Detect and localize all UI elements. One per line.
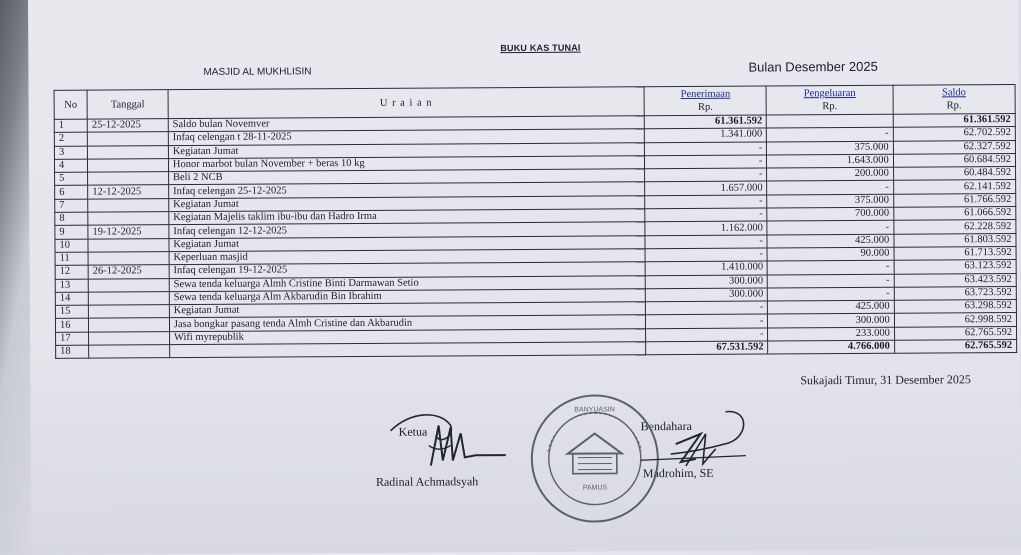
document-title: BUKU KAS TUNAI bbox=[500, 42, 581, 54]
svg-text:BANYUASIN: BANYUASIN bbox=[574, 406, 615, 414]
row-expense: - bbox=[767, 181, 893, 195]
row-date bbox=[87, 132, 168, 146]
totals-expense: 4.766.000 bbox=[768, 340, 894, 354]
row-balance: 60.684.592 bbox=[893, 153, 1015, 167]
row-date: 19-12-2025 bbox=[88, 225, 169, 239]
row-expense: - bbox=[767, 128, 893, 142]
header-balance bbox=[893, 84, 1015, 114]
row-income: - bbox=[645, 168, 767, 182]
row-date bbox=[88, 172, 169, 186]
row-no: 10 bbox=[55, 239, 88, 252]
row-expense bbox=[767, 114, 893, 128]
row-expense: 425.000 bbox=[768, 300, 894, 314]
row-description: Sewa tenda keluarga Alm Akbarudin Bin Ibrahim bbox=[169, 289, 645, 305]
row-date: 25-12-2025 bbox=[87, 119, 168, 133]
row-no: 17 bbox=[56, 332, 89, 345]
row-balance: 62.327.592 bbox=[893, 140, 1015, 154]
row-description: Honor marbot bulan November + beras 10 kg bbox=[168, 156, 644, 172]
row-expense: - bbox=[768, 274, 894, 288]
totals-balance: 62.765.592 bbox=[894, 340, 1016, 354]
row-date bbox=[89, 318, 170, 332]
row-income: 300.000 bbox=[646, 288, 768, 302]
row-expense: 90.000 bbox=[767, 247, 893, 261]
row-date bbox=[89, 331, 170, 345]
header-balance-label: Saldo bbox=[941, 87, 966, 99]
row-balance: 63.298.592 bbox=[894, 300, 1016, 314]
row-description: Beli 2 NCB bbox=[168, 169, 644, 185]
row-balance: 63.423.592 bbox=[894, 273, 1016, 287]
row-date bbox=[88, 159, 169, 173]
row-expense: 375.000 bbox=[767, 194, 893, 208]
row-expense: 233.000 bbox=[768, 327, 894, 341]
row-income: - bbox=[645, 208, 767, 222]
chair-title: Ketua bbox=[398, 424, 428, 439]
row-balance: 62.998.592 bbox=[894, 313, 1016, 327]
row-income: - bbox=[645, 235, 767, 249]
row-no: 3 bbox=[54, 146, 87, 159]
header-description-label: U r a i a n bbox=[379, 97, 433, 109]
row-date bbox=[88, 238, 169, 252]
header-no: No bbox=[54, 90, 87, 119]
row-description: Jasa bongkar pasang tenda Almh Cristine dan Akbarudin bbox=[169, 315, 645, 331]
row-income: 300.000 bbox=[645, 275, 767, 289]
row-date bbox=[88, 252, 169, 266]
row-balance: 61.361.592 bbox=[893, 113, 1015, 127]
row-income: - bbox=[645, 248, 767, 262]
header-description bbox=[168, 87, 645, 119]
ledger-body bbox=[54, 113, 1016, 358]
row-description: Keperluan masjid bbox=[169, 249, 645, 265]
row-date bbox=[88, 278, 169, 292]
row-no: 9 bbox=[55, 226, 88, 239]
organization-name: MASJID AL MUKHLISIN bbox=[203, 66, 312, 78]
row-income: 1.341.000 bbox=[645, 128, 767, 142]
document-page bbox=[28, 0, 1021, 555]
row-expense: - bbox=[767, 221, 893, 235]
row-description: Kegiatan Jumat bbox=[169, 196, 645, 212]
totals-date bbox=[89, 345, 170, 359]
row-description: Infaq celengan 12-12-2025 bbox=[169, 222, 645, 238]
row-no: 14 bbox=[55, 292, 88, 305]
row-description: Kegiatan Jumat bbox=[168, 142, 644, 158]
header-income-unit: Rp. bbox=[698, 101, 713, 113]
row-income: - bbox=[645, 155, 767, 169]
row-description: Infaq celengan 19-12-2025 bbox=[169, 262, 645, 278]
row-income: 1.657.000 bbox=[645, 181, 767, 195]
header-income bbox=[644, 86, 766, 116]
treasurer-signature bbox=[630, 404, 760, 480]
svg-text:PAMUS: PAMUS bbox=[582, 484, 608, 492]
chair-name: Radinal Achmadsyah bbox=[375, 474, 479, 489]
header-balance-unit: Rp. bbox=[946, 100, 962, 112]
row-description: Infaq celengan 25-12-2025 bbox=[169, 182, 645, 198]
row-expense: - bbox=[768, 287, 894, 301]
row-balance: 61.066.592 bbox=[894, 207, 1016, 221]
row-description: Kegiatan Jumat bbox=[169, 235, 645, 251]
row-balance: 62.141.592 bbox=[893, 180, 1015, 194]
header-expense bbox=[766, 85, 893, 115]
row-income: - bbox=[646, 328, 768, 342]
header-income-label: Penerimaan bbox=[680, 88, 731, 101]
totals-description bbox=[169, 342, 645, 358]
treasurer-title: Bendahara bbox=[640, 418, 692, 434]
row-no: 6 bbox=[55, 186, 88, 199]
row-no: 13 bbox=[55, 279, 88, 292]
row-income: 61.361.592 bbox=[644, 115, 766, 129]
row-description: Saldo bulan Novemver bbox=[168, 116, 644, 132]
header-expense-unit: Rp. bbox=[822, 101, 838, 113]
row-expense: 200.000 bbox=[767, 167, 893, 181]
cash-ledger-table bbox=[54, 84, 1018, 359]
row-expense: 700.000 bbox=[767, 207, 893, 221]
row-expense: 425.000 bbox=[767, 234, 893, 248]
row-date: 12-12-2025 bbox=[88, 185, 169, 199]
row-no: 11 bbox=[55, 252, 88, 265]
row-description: Kegiatan Majelis taklim ibu-ibu dan Hadro Irma bbox=[169, 209, 645, 225]
row-expense: 300.000 bbox=[768, 314, 894, 328]
chair-signature bbox=[380, 405, 510, 476]
row-description: Infaq celengan t 28-11-2025 bbox=[168, 129, 644, 145]
row-balance: 62.765.592 bbox=[894, 326, 1016, 340]
treasurer-name: Madrohim, SE bbox=[642, 465, 714, 481]
row-no: 12 bbox=[55, 265, 88, 278]
row-income: 1.162.000 bbox=[645, 221, 767, 235]
row-description: Wifi myrepublik bbox=[169, 328, 645, 344]
header-expense-label: Pengeluaran bbox=[803, 87, 856, 100]
place-date: Sukajadi Timur, 31 Desember 2025 bbox=[800, 372, 971, 388]
row-date bbox=[88, 198, 169, 212]
row-income: 1.410.000 bbox=[645, 261, 767, 275]
row-no: 4 bbox=[54, 159, 87, 172]
row-no: 8 bbox=[55, 212, 88, 225]
row-date: 26-12-2025 bbox=[88, 265, 169, 279]
row-description: Sewa tenda keluarga Almh Cristine Binti Darmawan Setio bbox=[169, 275, 645, 291]
row-income: - bbox=[645, 195, 767, 209]
row-no: 5 bbox=[55, 172, 88, 185]
row-date bbox=[88, 305, 169, 319]
totals-income: 67.531.592 bbox=[646, 341, 768, 355]
row-date bbox=[88, 292, 169, 306]
period-label: Bulan Desember 2025 bbox=[748, 58, 878, 75]
row-balance: 61.713.592 bbox=[894, 246, 1016, 260]
row-balance: 62.702.592 bbox=[893, 127, 1015, 141]
row-expense: 1.643.000 bbox=[767, 154, 893, 168]
row-description: Kegiatan Jumat bbox=[169, 302, 645, 318]
row-no: 16 bbox=[55, 319, 88, 332]
row-no: 7 bbox=[55, 199, 88, 212]
header-date: Tanggal bbox=[87, 90, 168, 119]
row-income: - bbox=[645, 142, 767, 156]
row-balance: 62.228.592 bbox=[894, 220, 1016, 234]
row-date bbox=[88, 212, 169, 226]
row-balance: 63.723.592 bbox=[894, 286, 1016, 300]
row-balance: 63.123.592 bbox=[894, 260, 1016, 274]
row-balance: 61.803.592 bbox=[894, 233, 1016, 247]
row-balance: 60.484.592 bbox=[893, 167, 1015, 181]
row-no: 1 bbox=[54, 119, 87, 132]
row-no: 2 bbox=[54, 132, 87, 145]
row-expense: - bbox=[768, 260, 894, 274]
row-expense: 375.000 bbox=[767, 141, 893, 155]
row-balance: 61.766.592 bbox=[893, 193, 1015, 207]
row-no: 15 bbox=[55, 305, 88, 318]
row-income: - bbox=[646, 301, 768, 315]
row-income: - bbox=[646, 314, 768, 328]
row-date bbox=[88, 145, 169, 159]
totals-no: 18 bbox=[56, 345, 89, 358]
